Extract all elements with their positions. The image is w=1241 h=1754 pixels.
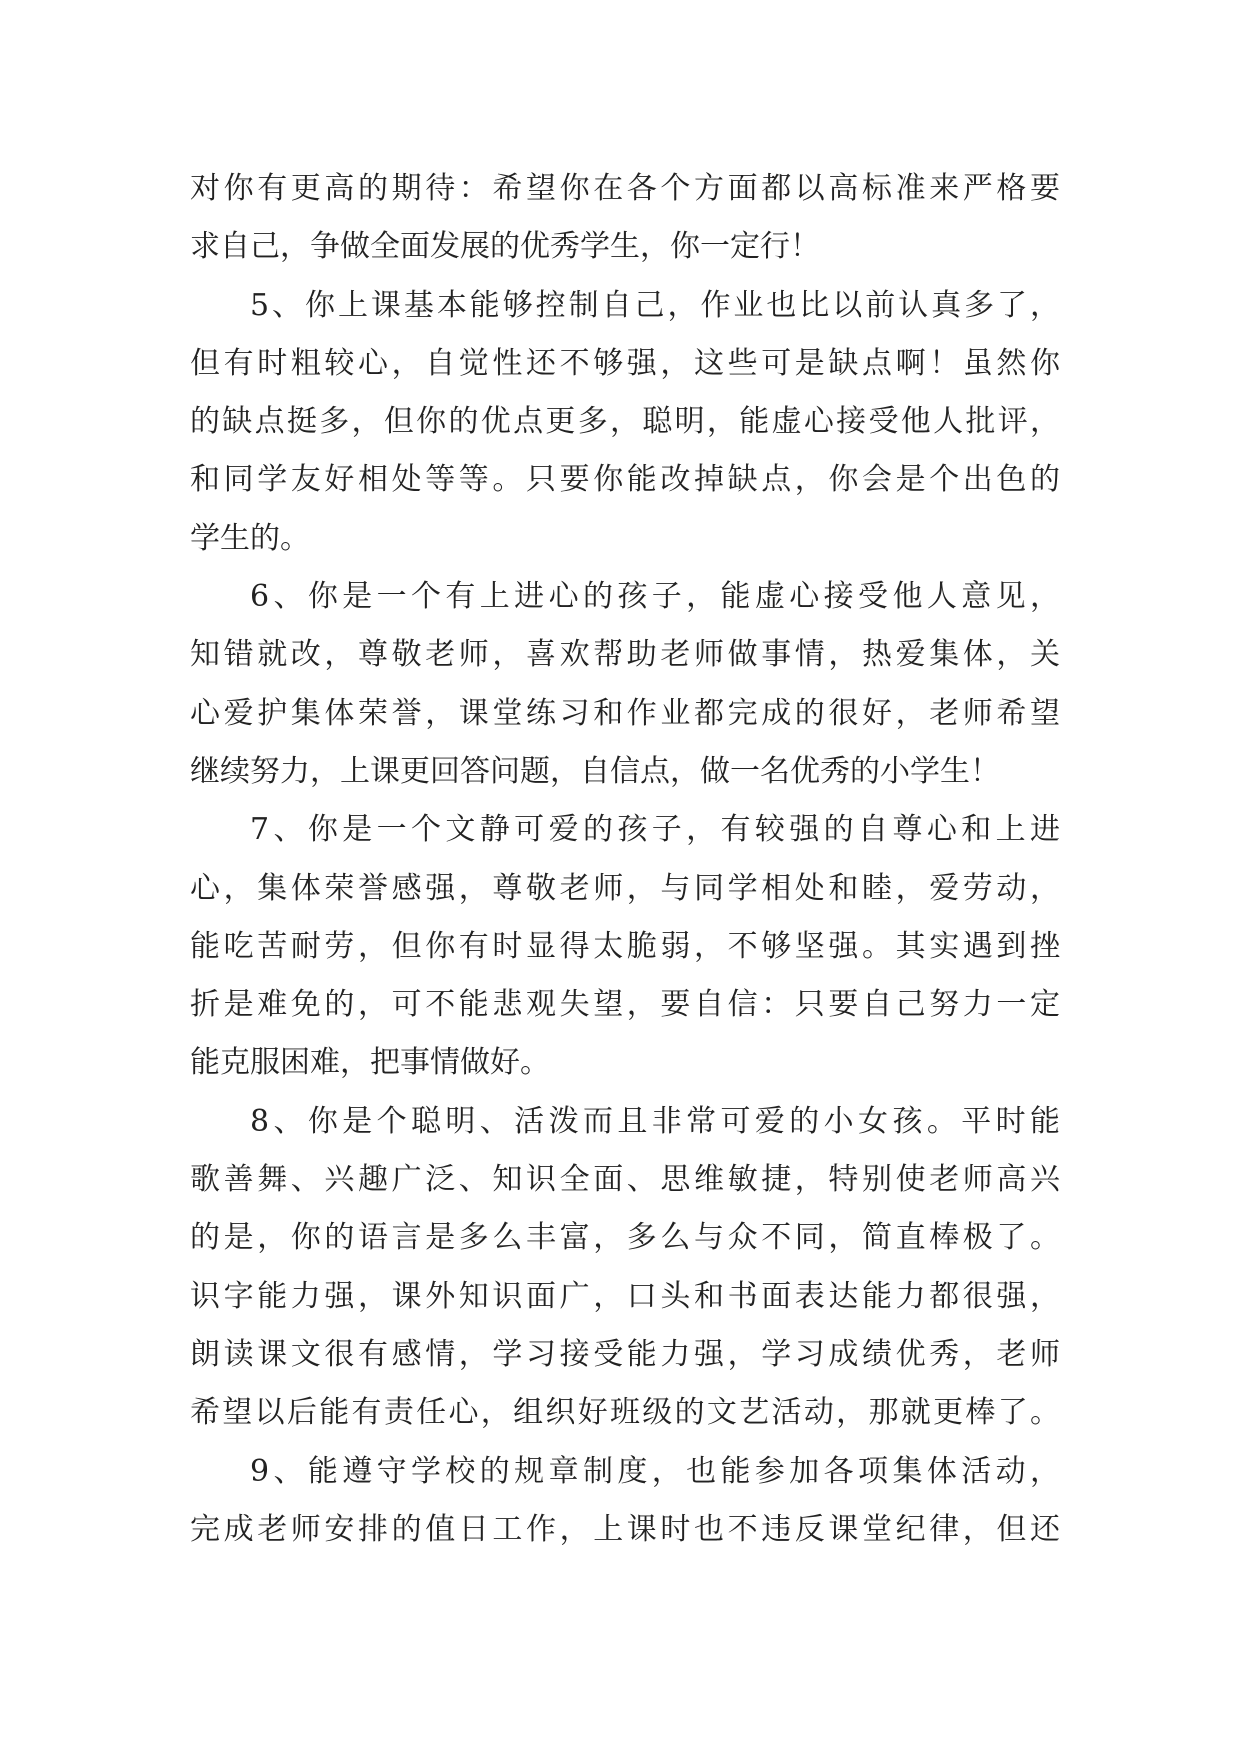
text-line: 知错就改，尊敬老师，喜欢帮助老师做事情，热爱集体，关 <box>190 637 1060 673</box>
text-line: 学生的。 <box>190 520 310 556</box>
text-line: 但有时粗较心，自觉性还不够强，这些可是缺点啊！虽然你 <box>190 345 1060 381</box>
paragraph-start-line: 8、你是个聪明、活泼而且非常可爱的小女孩。平时能 <box>250 1103 1060 1139</box>
text-line: 的是，你的语言是多么丰富，多么与众不同，简直棒极了。 <box>190 1220 1060 1256</box>
paragraph-start-line: 5、你上课基本能够控制自己，作业也比以前认真多了， <box>250 287 1060 323</box>
paragraph-start-line: 6、你是一个有上进心的孩子，能虚心接受他人意见， <box>250 579 1060 615</box>
text-line: 折是难免的，可不能悲观失望，要自信：只要自己努力一定 <box>190 987 1060 1023</box>
text-line: 心爱护集体荣誉，课堂练习和作业都完成的很好，老师希望 <box>190 695 1060 731</box>
text-line: 能克服困难，把事情做好。 <box>190 1045 550 1081</box>
text-line: 心，集体荣誉感强，尊敬老师，与同学相处和睦，爱劳动， <box>190 870 1060 906</box>
text-line: 继续努力，上课更回答问题，自信点，做一名优秀的小学生！ <box>190 753 1000 789</box>
text-line: 完成老师安排的值日工作，上课时也不违反课堂纪律，但还 <box>190 1511 1060 1547</box>
text-line: 对你有更高的期待：希望你在各个方面都以高标准来严格要 <box>190 171 1060 206</box>
paragraph-start-line: 9、能遵守学校的规章制度，也能参加各项集体活动， <box>250 1453 1060 1489</box>
text-line: 希望以后能有责任心，组织好班级的文艺活动，那就更棒了。 <box>190 1395 1060 1431</box>
text-line: 歌善舞、兴趣广泛、知识全面、思维敏捷，特别使老师高兴 <box>190 1162 1060 1198</box>
text-line: 和同学友好相处等等。只要你能改掉缺点，你会是个出色的 <box>190 462 1060 498</box>
text-line: 求自己，争做全面发展的优秀学生，你一定行！ <box>190 229 820 265</box>
paragraph-start-line: 7、你是一个文静可爱的孩子，有较强的自尊心和上进 <box>250 812 1060 848</box>
document-body <box>190 160 1060 1559</box>
text-line: 识字能力强，课外知识面广，口头和书面表达能力都很强， <box>190 1278 1060 1314</box>
text-line: 朗读课文很有感情，学习接受能力强，学习成绩优秀，老师 <box>190 1336 1060 1372</box>
text-line: 的缺点挺多，但你的优点更多，聪明，能虚心接受他人批评， <box>190 404 1060 440</box>
text-line: 能吃苦耐劳，但你有时显得太脆弱，不够坚强。其实遇到挫 <box>190 928 1060 964</box>
